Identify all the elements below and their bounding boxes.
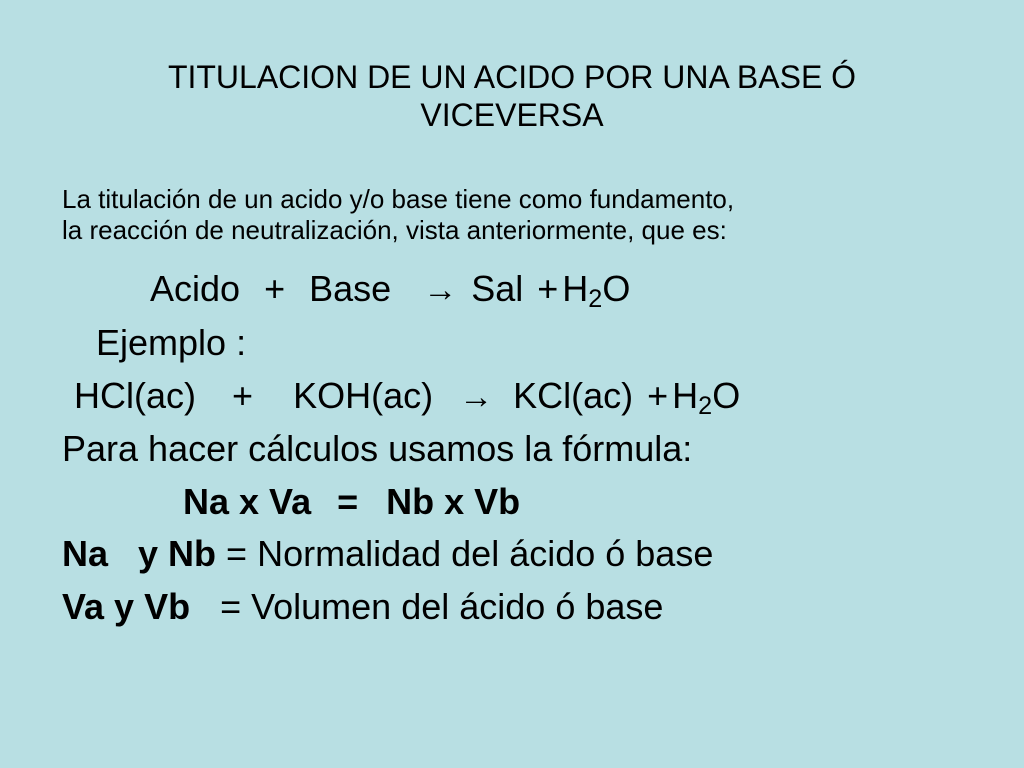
definition-volume-term: Va y Vb xyxy=(62,586,191,627)
water-subscript: 2 xyxy=(588,285,603,313)
slide-title: TITULACION DE UN ACIDO POR UNA BASE Ó VICEVERSA xyxy=(167,59,857,133)
definition-volume-text: = Volumen del ácido ó base xyxy=(190,586,664,627)
formula-equals: = xyxy=(337,481,359,522)
plus-sign: + xyxy=(264,268,286,309)
reaction-arrow-icon: → xyxy=(459,378,494,416)
plus-sign-2: + xyxy=(647,375,669,416)
intro-line-2: la reacción de neutralización, vista anteriormente, que es: xyxy=(62,215,727,245)
example-reaction xyxy=(74,375,740,418)
formula-left: Na x Va xyxy=(183,481,312,522)
definition-normality-term: Na y Nb xyxy=(62,533,217,574)
product-salt: Sal xyxy=(471,268,524,309)
reactant-hcl: HCl(ac) xyxy=(74,375,196,416)
plus-sign-2: + xyxy=(537,268,559,309)
reactant-koh: KOH(ac) xyxy=(293,375,434,416)
product-kcl: KCl(ac) xyxy=(513,375,634,416)
water-subscript: 2 xyxy=(698,392,713,420)
general-reaction xyxy=(150,268,630,311)
intro-line-1: La titulación de un acido y/o base tiene como fundamento, xyxy=(62,184,735,214)
formula xyxy=(183,481,520,523)
reactant-acid: Acido xyxy=(150,268,241,309)
plus-sign: + xyxy=(232,375,254,416)
definition-volume xyxy=(62,586,663,628)
example-label: Ejemplo : xyxy=(96,322,247,363)
formula-intro: Para hacer cálculos usamos la fórmula: xyxy=(62,428,693,469)
reaction-arrow-icon: → xyxy=(423,271,458,309)
formula-right: Nb x Vb xyxy=(386,481,521,522)
water-o: O xyxy=(712,375,741,416)
reactant-base: Base xyxy=(309,268,392,309)
water-h: H xyxy=(672,375,699,416)
water-o: O xyxy=(602,268,631,309)
water-h: H xyxy=(562,268,589,309)
definition-normality-text: = Normalidad del ácido ó base xyxy=(216,533,714,574)
definition-normality xyxy=(62,533,713,575)
intro-paragraph xyxy=(62,184,962,246)
